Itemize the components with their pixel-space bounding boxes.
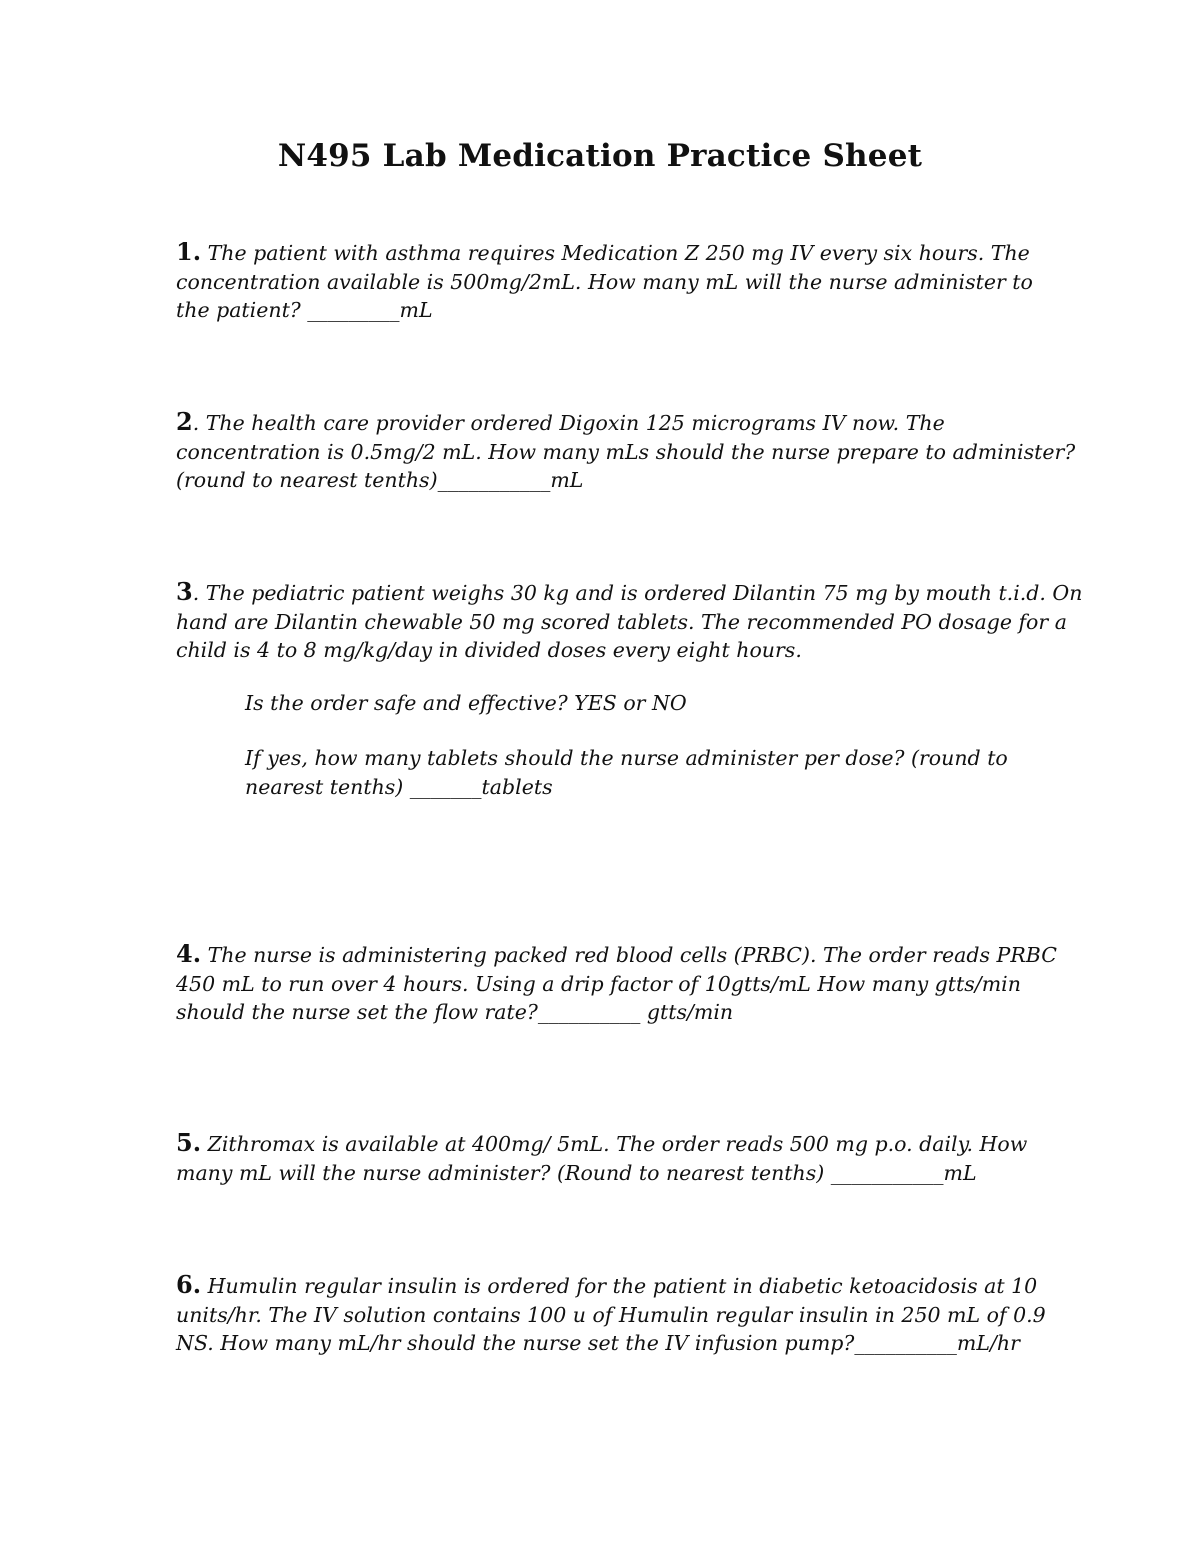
question-text: units/hr. The IV solution contains 100 u of Humulin regular insulin in 250 mL of 0.9 <box>176 1302 1046 1327</box>
question-line <box>176 1129 1036 1159</box>
question-2 <box>176 407 1076 495</box>
question-text: many mL will the nurse administer? (Round to nearest tenths) ___________mL <box>176 1160 977 1185</box>
question-number: 3 <box>176 577 193 606</box>
question-text: The nurse is administering packed red blood cells (PRBC). The order reads PRBC <box>201 943 1057 967</box>
question-1 <box>176 238 1036 325</box>
question-number: 5. <box>176 1128 202 1157</box>
question-text: Is the order safe and effective? YES or NO <box>245 691 687 715</box>
page-title: N495 Lab Medication Practice Sheet <box>277 138 923 174</box>
question-line <box>176 1271 1036 1301</box>
question-number: 1. <box>176 237 202 266</box>
question-text: concentration available is 500mg/2mL. How many mL will the nurse administer to <box>176 269 1033 294</box>
question-6 <box>176 1270 1046 1358</box>
question-text: (round to nearest tenths)___________mL <box>176 468 584 492</box>
question-text: nearest tenths) _______tablets <box>245 774 553 799</box>
question-4 <box>176 939 1057 1027</box>
question-5 <box>176 1129 1036 1187</box>
question-line <box>176 408 1036 438</box>
question-line <box>176 939 1057 970</box>
question-number: 4. <box>176 939 202 968</box>
question-line <box>176 577 1083 608</box>
question-text: NS. How many mL/hr should the nurse set the IV infusion pump?__________mL/hr <box>176 1331 1020 1355</box>
question-number: 6. <box>176 1270 202 1299</box>
question-text: The patient with asthma requires Medication Z 250 mg IV every six hours. The <box>201 241 1030 265</box>
question-text: should the nurse set the flow rate?__________ gtts/min <box>176 1000 734 1024</box>
question-3 <box>176 577 1083 665</box>
question-3-safety-check <box>245 689 1035 718</box>
question-text: Humulin regular insulin is ordered for the patient in diabetic ketoacidosis at 10 <box>201 1274 1038 1298</box>
question-text: child is 4 to 8 mg/kg/day in divided doses every eight hours. <box>176 638 802 662</box>
question-line <box>176 238 1036 268</box>
question-number: 2 <box>176 407 193 436</box>
question-text: the patient? _________mL <box>176 298 433 322</box>
question-text: 450 mL to run over 4 hours. Using a drip factor of 10gtts/mL How many gtts/min <box>176 971 1021 996</box>
question-text: Zithromax is available at 400mg/ 5mL. The order reads 500 mg p.o. daily. How <box>201 1132 1028 1156</box>
question-text: concentration is 0.5mg/2 mL. How many mLs should the nurse prepare to administer? <box>176 439 1076 464</box>
question-text: . The health care provider ordered Digoxin 125 micrograms IV now. The <box>192 411 945 435</box>
question-3-tablets <box>245 744 1035 801</box>
question-text: . The pediatric patient weighs 30 kg and is ordered Dilantin 75 mg by mouth t.i.d. On <box>192 581 1083 605</box>
question-text: hand are Dilantin chewable 50 mg scored tablets. The recommended PO dosage for a <box>176 609 1067 634</box>
question-text: If yes, how many tablets should the nurse administer per dose? (round to <box>245 746 1008 770</box>
